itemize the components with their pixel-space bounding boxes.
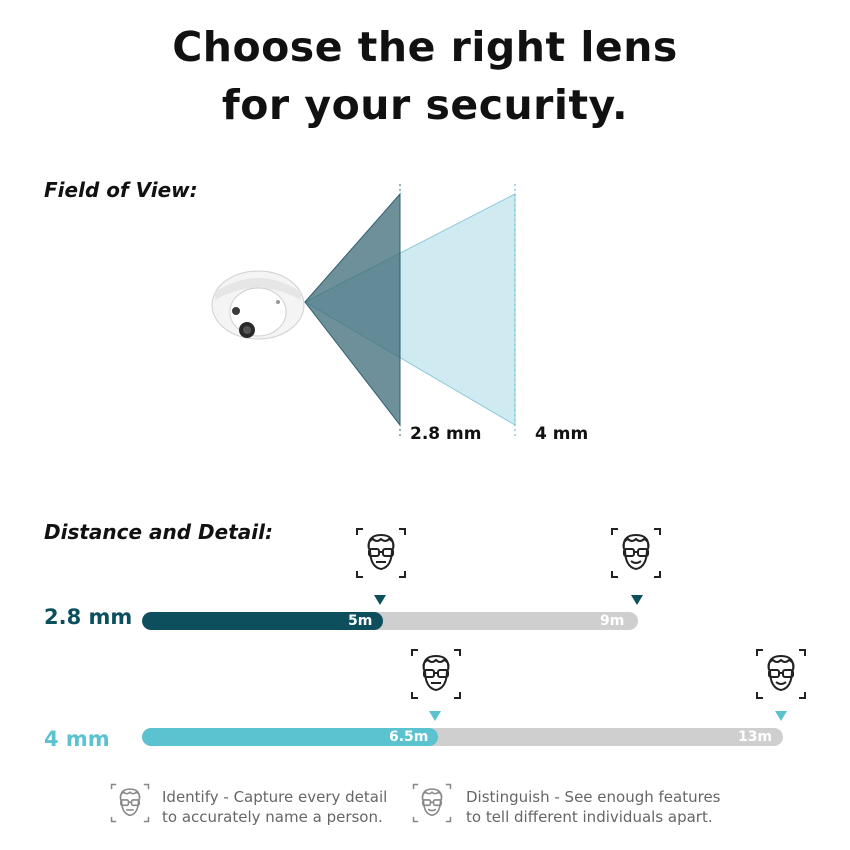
identify-face-icon	[355, 527, 407, 579]
identify-marker-4mm	[429, 711, 441, 721]
identify-distance-2-8mm: 5m	[348, 613, 373, 629]
identify-legend-line-1: Identify - Capture every detail	[162, 788, 388, 806]
title-line-1: Choose the right lens	[172, 23, 678, 71]
row-label-4mm: 4 mm	[44, 727, 110, 751]
identify-marker-2-8mm	[374, 595, 386, 605]
distinguish-face-icon	[755, 648, 807, 700]
identify-legend-text	[162, 787, 387, 827]
identify-legend-icon	[110, 783, 150, 823]
distinguish-legend-icon	[412, 783, 452, 823]
identify-range-fill-2-8mm	[142, 612, 383, 630]
distinguish-legend-text	[466, 787, 721, 827]
distance-bar-4mm	[142, 728, 783, 746]
title-line-2: for your security.	[221, 81, 629, 129]
identify-distance-4mm: 6.5m	[389, 729, 429, 745]
page-title	[0, 18, 850, 134]
field-of-view-diagram	[0, 180, 850, 450]
identify-legend-line-2: to accurately name a person.	[162, 808, 383, 826]
identify-face-icon	[410, 648, 462, 700]
dome-camera-icon	[212, 271, 304, 339]
distinguish-distance-4mm: 13m	[738, 729, 773, 745]
distinguish-face-icon	[610, 527, 662, 579]
distinguish-legend-line-2: to tell different individuals apart.	[466, 808, 713, 826]
distinguish-marker-2-8mm	[631, 595, 643, 605]
distinguish-marker-4mm	[775, 711, 787, 721]
fov-cone-2-8mm	[305, 194, 400, 425]
field-of-view-label: Field of View:	[44, 178, 198, 202]
distance-detail-label: Distance and Detail:	[44, 520, 273, 544]
distance-bar-2-8mm	[142, 612, 638, 630]
row-label-2-8mm: 2.8 mm	[44, 605, 133, 629]
fov-label-4mm: 4 mm	[535, 424, 589, 444]
distinguish-legend-line-1: Distinguish - See enough features	[466, 788, 721, 806]
fov-label-2-8mm: 2.8 mm	[410, 424, 482, 444]
distinguish-distance-2-8mm: 9m	[600, 613, 625, 629]
